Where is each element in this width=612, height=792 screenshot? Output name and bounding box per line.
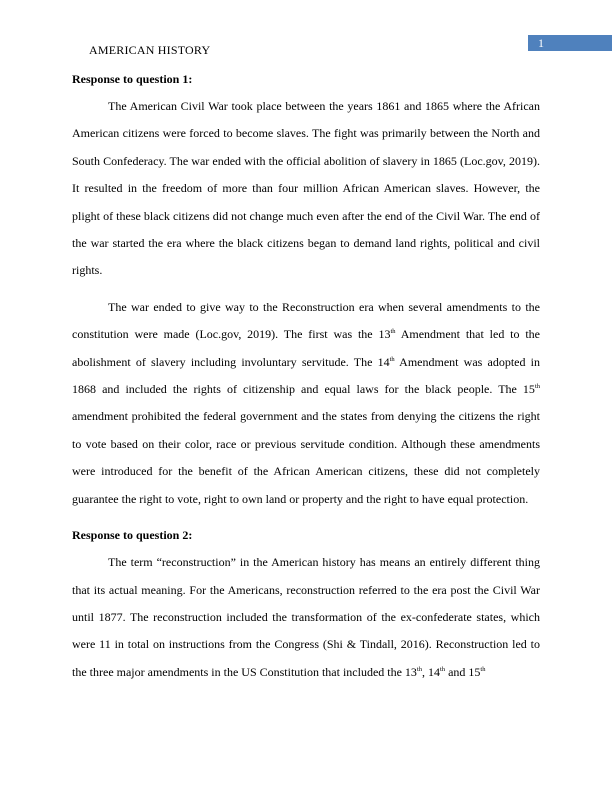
page-number: 1 bbox=[538, 36, 544, 50]
text-run: The American Civil War took place between the years 1861 and 1865 where the African American citizens were forced to become slaves. The fight was primarily between the North and South Confederacy. The war ended with the official abolition of slavery in 1865 (Loc.gov, 2019). It resulted in the freedom of more than four million African American slaves. However, the plight of these black citizens did not change much even after the end of the Civil War. The end of the war started the era where the black citizens began to demand land rights, political and civil rights. bbox=[72, 99, 540, 278]
ordinal-superscript: th bbox=[389, 355, 395, 363]
text-run: The war ended to give way to the Reconstruction era when several amendments to the constitution were made (Loc.gov, 2019). The first was the 13 bbox=[72, 299, 540, 342]
paragraph bbox=[72, 549, 540, 686]
running-header: AMERICAN HISTORY bbox=[89, 43, 211, 57]
text-run: , 14 bbox=[422, 664, 440, 679]
text-run: and 15 bbox=[445, 664, 481, 679]
ordinal-superscript: th bbox=[416, 665, 422, 673]
text-run: amendment prohibited the federal government and the states from denying the citizens the right to vote based on their color, race or previous servitude condition. Although these amendments were introduced for the benefit of the African American citizens, these did not completely guarantee the right to vote, right to own land or property and the right to have equal protection. bbox=[72, 409, 540, 506]
ordinal-superscript: th bbox=[480, 665, 486, 673]
document-body bbox=[72, 66, 540, 686]
paragraph bbox=[72, 294, 540, 513]
ordinal-superscript: th bbox=[390, 328, 396, 336]
text-run: Amendment that led to the abolishment of slavery including involuntary servitude. The 14 bbox=[72, 327, 540, 369]
text-run: The term “reconstruction” in the American history has means an entirely different thing that its actual meaning. For the Americans, reconstruction referred to the era post the Civil War until 1877. The reconstruction included the transformation of the ex-confederate states, which were 11 in total on instructions from the Congress (Shi & Tindall, 2016). Reconstruction led to the three major amendments in the US Constitution that included the 13 bbox=[72, 555, 540, 679]
page-number-badge bbox=[528, 35, 612, 51]
ordinal-superscript: th bbox=[440, 665, 446, 673]
section-heading-2: Response to question 2: bbox=[72, 528, 193, 543]
section-heading-1: Response to question 1: bbox=[72, 72, 193, 86]
text-run: Amendment was adopted in 1868 and included the rights of citizenship and equal laws for the black people. The 15 bbox=[72, 354, 541, 397]
paragraph bbox=[72, 93, 540, 285]
ordinal-superscript: th bbox=[534, 383, 540, 391]
